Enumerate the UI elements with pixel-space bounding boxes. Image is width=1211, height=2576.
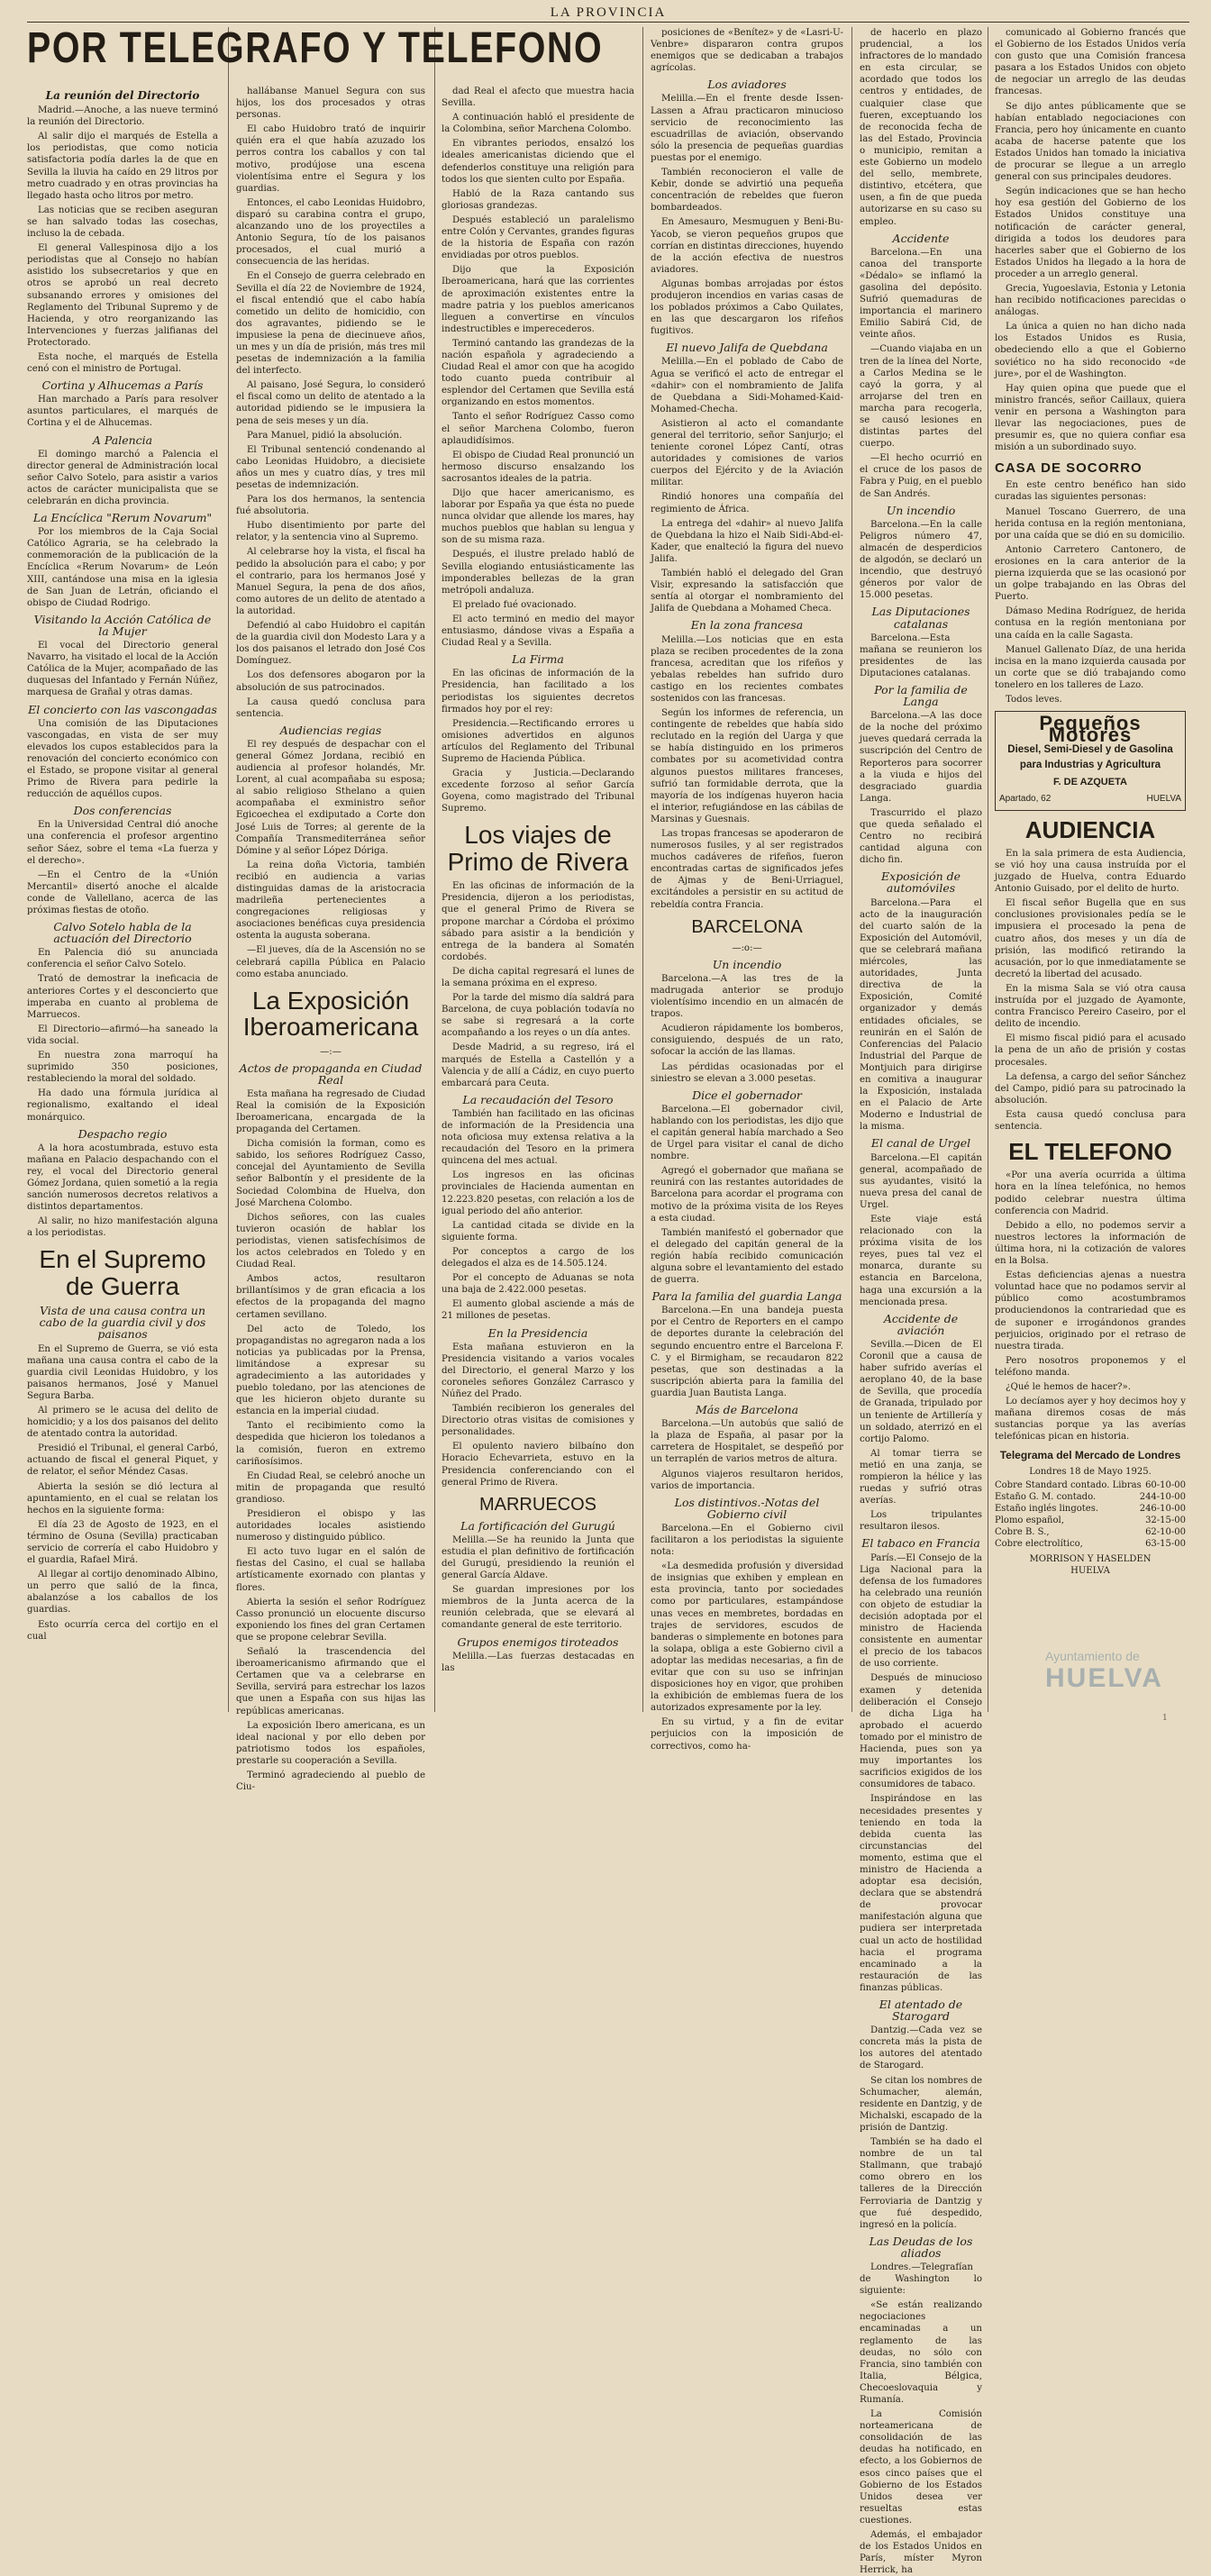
table-row: Plomo español, 32-15-00 [995, 1515, 1186, 1525]
paragraph: Entonces, el cabo Leonidas Huidobro, disparó su carabina contra el grupo, alcanzando uno de los proyectiles a Antonio Segura, tío de los paisanos procesados, el cual murió a consecuencia de las heridas. [236, 197, 425, 268]
headline: La Firma [512, 652, 564, 667]
paragraph: Dijo que la Exposición Iberoamericana, hará que las corrientes de aproximación existentes entre la madre patria y los pueblos americanos lleguen a convertirse en vínculos indestructibles e imperecederos. [442, 265, 634, 334]
paragraph: La reina doña Victoria, también recibió en audiencia a varias distinguidas damas de la aristocracia madrileña pertenecientes a congregaciones religiosas y asociaciones benéficas cuya presidencia ostenta la augusta soberana. [236, 860, 425, 942]
ad-address: Apartado, 62 [999, 793, 1052, 804]
paragraph: Al paisano, José Segura, lo consideró el fiscal como un delito de atentado a la autoridad pidiendo se le impusiera la pena de seis meses y un día. [236, 380, 425, 426]
headline: Vista de una causa contra un cabo de la guardia civil y dos paisanos [39, 1304, 206, 1342]
paragraph: Barcelona.—En una canoa del transporte «Dédalo» se inflamó la gasolina del depósito. Sufrió quemaduras de importancia el marinero Emilio Sabirá Cid, de veinte años. [860, 247, 982, 341]
paragraph: Abierta la sesión el señor Rodríguez Casso pronunció un elocuente discurso exponiendo los fines del gran Certamen que se propone celebrar Sevilla. [236, 1597, 425, 1643]
paragraph: Ambos actos, resultaron brillantísimos y de gran eficacia a los efectos de la propaganda del magno certamen sevillano. [236, 1274, 425, 1320]
paragraph: Para los dos hermanos, la sentencia fué absolutoria. [236, 495, 425, 517]
paragraph: Dichos señores, con las cuales tuvieron ocasión de hablar los periodistas, vienen satisfechísimos de los actos celebrados en Toledo y en Ciudad Real. [236, 1212, 425, 1270]
paragraph: Agregó el gobernador que mañana se reunirá con las restantes autoridades de Barcelona para acordar el programa con motivo de la próxima visita de los Reyes a esta ciudad. [651, 1166, 843, 1224]
paragraph: Los ingresos en las oficinas provinciales de Hacienda aumentan en 12.223.820 pesetas, con relación a los de igual periodo del año anterior. [442, 1170, 634, 1216]
paragraph: Londres.—Telegrafían de Washington lo siguiente: [860, 2262, 982, 2297]
paragraph: Barcelona.—Un autobús que salió de la plaza de España, al pasar por la carretera de Hospitalet, se despeñó por un terraplén de varios metros de altura. [651, 1419, 843, 1465]
paragraph: Del acto de Toledo, los propagandistas no agregaron nada a los noticias ya publicadas por la Prensa, limitándose a expresar su agradecimiento a las autoridades y pueblo toledano, por las atenciones de que les hicieron objeto durante su estancia en la imperial ciudad. [236, 1324, 425, 1417]
paragraph: Al salir dijo el marqués de Estella a los periodistas, que como noticia satisfactoria podía darles la de que en Sevilla la lluvia ha caído en 29 litros por metro cuadrado y en otras provincias ha llegado hasta ocho litros por metro. [27, 132, 218, 201]
paragraph: Inspirándose en las necesidades presentes y teniendo en toda la debida cuenta las circunstancias del momento, estima que el ministro de Hacienda a adoptar esa decisión, declara que se abstendrá de provocar manifestación alguna que pudiera ser interpretada cual un acto de hostilidad hacia el programa encaminado a la restauración de las finanzas públicas. [860, 1794, 982, 1993]
paragraph: Este viaje está relacionado con la próxima visita de los reyes, pues tal vez el monarca, durante su estancia en Barcelona, haga una excursión a la mencionada presa. [860, 1215, 982, 1307]
headline: Audiencias regias [279, 723, 382, 737]
paragraph: Barcelona.—El gobernador civil, hablando con los periodistas, les dijo que el capitán general había marchado a Seo de Urgel para visitar el canal de dicho nombre. [651, 1104, 843, 1162]
paragraph: La defensa, a cargo del señor Sánchez del Campo, pidió para su patrocinado la absolución. [995, 1071, 1186, 1106]
paragraph: Según indicaciones que se han hecho hoy esa gestión del Gobierno de los Estados Unidos constituye una notificación de carácter general, dirigida a todos los deudores para hacerles saber que el Gobierno de los Estados Unidos ha llegado a la hora de proceder a un arreglo general. [995, 187, 1186, 279]
paragraph: El día 23 de Agosto de 1923, en el término de Osuna (Sevilla) practicaban servicio de correría el cabo Huidobro y el guardia, Rafael Mirá. [27, 1519, 218, 1566]
ad-title: Pequeños Motores [1039, 712, 1142, 747]
headline: La fortificación del Gurugú [460, 1518, 615, 1533]
paragraph: Por la tarde del mismo día saldrá para Barcelona, de cuya población todavía no se sabe si regresará a la corte acompañando a los reyes o un día antes. [442, 993, 634, 1039]
paragraph: Barcelona.—En la calle Peligros número 47, almacén de desperdicios de algodón, se declaró un incendio, que destruyó géneros por valor de 15.000 pesetas. [860, 519, 982, 601]
paragraph: París.—El Consejo de la Liga Nacional para la defensa de los fumadores ha celebrado una reunión con objeto de estudiar la decisión adoptada por el ministro de Hacienda consistente en aumentar el precio de los tabacos de uso corriente. [860, 1552, 982, 1670]
section-title: AUDIENCIA [1024, 815, 1156, 843]
column-5 [860, 27, 982, 2576]
paragraph: Presidencia.—Rectificando errores u omisiones advertidos en algunos artículos del Reglamento del Tribunal Supremo de Hacienda Pública. [442, 718, 634, 764]
paragraph: Las noticias que se reciben aseguran se han salvado todas las cosechas, incluso la de cebada. [27, 205, 218, 240]
page-number: 1 [1162, 1714, 1168, 1723]
ad-line: para Industrias y Agricultura [1019, 760, 1161, 771]
paragraph: Después estableció un paralelismo entre Colón y Cervantes, grandes figuras de la historia de España con razón envidiadas por otros pueblos. [442, 214, 634, 261]
paragraph: Desde Madrid, a su regreso, irá el marqués de Estella a Castellón y a Valencia y de allí a Cádiz, en cuyo puerto embarcará para Ceuta. [442, 1042, 634, 1088]
paragraph: El domingo marchó a Palencia el director general de Administración local señor Calvo Sotelo, para asistir a varios actos de carácter municipalista que se celebrarán en dicha provincia. [27, 449, 218, 506]
headline: Dos conferencias [73, 804, 172, 818]
paragraph: Dicha comisión la forman, como es sabido, los señores Rodríguez Casso, concejal del Ayuntamiento de Sevilla señor Balbontín y el presidente de la Sociedad Colombina de Huelva, don José Marchena Colombo. [236, 1139, 425, 1208]
paragraph: Según los informes de referencia, un contingente de rebeldes que había sido reclutado en la región del Uarga y que se había distinguido en los primeros combates por su acometividad contra algunos puestos militares franceses, sufrió tan formidable derrota, que la mayoría de los indígenas huyeron hacia el interior, refugiándose en las cábilas de Marsinas y Guesnais. [651, 708, 843, 824]
paragraph: —En el Centro de la «Unión Mercantil» disertó anoche el alcalde conde de Vallellano, acerca de las próximas fiestas de otoño. [27, 869, 218, 915]
paragraph: En las oficinas de información de la Presidencia, dijeron a los periodistas, que el general Primo de Rivera se propone marchar a Córdoba el próximo sábado para asistir a la bendición y entrega de la bandera al Somatén cordobés. [442, 881, 634, 962]
paragraph: Antonio Carretero Cantonero, de erosiones en la cara anterior de la pierna izquierda que se las ocasionó por un golpe trabajando en las Obras del Puerto. [995, 544, 1186, 603]
paragraph: El prelado fué ovacionado. [452, 599, 577, 610]
headline: Actos de propaganda en Ciudad Real [239, 1060, 423, 1087]
paragraph: Se citan los nombres de Schumacher, alemán, residente en Dantzig, y de Michalski, escapado de la prisión de Dantzig. [860, 2075, 982, 2133]
paragraph: El Directorio—afirmó—ha saneado la vida social. [27, 1024, 218, 1046]
headline: Accidente [892, 231, 950, 245]
headline: Los aviadores [707, 77, 787, 92]
column-2 [236, 86, 425, 1793]
section-title: BARCELONA [691, 916, 803, 937]
paragraph: También recibieron los generales del Directorio otras visitas de comisiones y personalidades. [442, 1404, 634, 1438]
headline: Las Diputaciones catalanas [871, 605, 970, 631]
paragraph: Esta noche, el marqués de Estella cenó con el ministro de Portugal. [27, 351, 218, 375]
paragraph: Lo decíamos ayer y hoy decimos hoy y mañana diremos cosas de más sustancias porque ya las averías telefónicas pican en historia. [995, 1397, 1186, 1443]
paragraph: Al celebrarse hoy la vista, el fiscal ha pedido la absolución para el cabo; y por el contrario, para los hermanos José y Manuel Segura, la pena de dos años, como autores de un delito de atentado a la autoridad. [236, 547, 425, 616]
separator: —:o:— [732, 942, 762, 953]
paragraph: Esta mañana ha regresado de Ciudad Real la comisión de la Exposición Iberoamericana, encargada de la propaganda del Certamen. [236, 1088, 425, 1135]
paragraph: El acto terminó en medio del mayor entusiasmo, dándose vivas a España a Ciudad Real y a Sevilla. [442, 614, 634, 649]
paragraph: —El jueves, día de la Ascensión no se celebrará capilla Pública en Palacio como estaba anunciado. [236, 945, 425, 979]
headline: Las Deudas de los aliados [869, 2234, 973, 2260]
headline: Un incendio [886, 503, 956, 517]
paragraph: Esta causa quedó conclusa para sentencia. [995, 1109, 1186, 1132]
paragraph: Los dos defensores abogaron por la absolución de sus patrocinados. [236, 670, 425, 693]
paragraph: Barcelona.—Para el acto de la inauguración del cuarto salón de la Exposición del Automóvil, que se celebrará mañana miércoles, las autoridades, Junta directiva de la Exposición, Comité organizador y demás entidades oficiales, se reunirán en el Salón de Conferencias del Palacio Industrial del Parque de Montjuich para dirigirse en comitiva a inaugurar la Exposición, instalada en el Palacio de Arte Moderno e Industrial de la misma. [860, 897, 982, 1133]
paragraph: Melilla.—Las fuerzas destacadas en las [442, 1651, 634, 1673]
headline: El atentado de Starogard [879, 1998, 963, 2024]
paragraph: Algunos viajeros resultaron heridos, varios de importancia. [651, 1469, 843, 1491]
section-title: EL TELEFONO [1008, 1138, 1172, 1166]
headline: Los distintivos.-Notas del Gobierno civil [674, 1495, 820, 1521]
paragraph: Las pérdidas ocasionadas por el siniestro se elevan a 3.000 pesetas. [651, 1061, 843, 1084]
paragraph: Al llegar al cortijo denominado Albino, un perro que salió de la finca, abalanzóse a los caballos de los guardias. [27, 1570, 218, 1616]
headline: Accidente de aviación [883, 1311, 959, 1337]
paragraph: Manuel Gallenato Díaz, de una herida incisa en la mano izquierda causada por un corte que se dió trabajando como tonelero en los talleres de Lazo. [995, 644, 1186, 690]
paragraph: Debido a ello, no podemos servir a nuestros lectores la información de última hora, ni la cotización de valores en la Bolsa. [995, 1220, 1186, 1267]
headline: Un incendio [712, 957, 782, 971]
paragraph: Terminó agradeciendo al pueblo de Ciu- [236, 1770, 425, 1793]
table-row: Cobre B. S., 62-10-00 [995, 1527, 1186, 1537]
headline: Por la familia de Langa [874, 682, 968, 709]
table-row: Cobre electrolítico, 63-15-00 [995, 1539, 1186, 1550]
paragraph: dad Real el afecto que muestra hacia Sevilla. [442, 86, 634, 109]
paragraph: La exposición Ibero americana, es un ideal nacional y por ello deben por patriotismo todos los españoles, prestarle su cooperación a Sevilla. [236, 1720, 425, 1766]
headline: A Palencia [92, 432, 153, 447]
headline: En la Presidencia [487, 1325, 588, 1340]
paragraph: Dámaso Medina Rodríguez, de herida contusa en la región mentoniana por una caída en la calle Sagasta. [995, 606, 1186, 641]
paragraph: El opulento naviero bilbaíno don Horacio Echevarrieta, estuvo en la Presidencia conferenciando con el general Primo de Rivera. [442, 1442, 634, 1488]
paragraph: Abierta la sesión se dió lectura al apuntamiento, en el cual se relatan los hechos en la siguiente forma: [27, 1481, 218, 1516]
section-title: Telegrama del Mercado de Londres [999, 1449, 1181, 1462]
paragraph: hallábanse Manuel Segura con sus hijos, los dos procesados y otras personas. [236, 86, 425, 121]
headline: Cortina y Alhucemas a París [41, 378, 204, 393]
paragraph: Pero nosotros proponemos y el teléfono manda. [995, 1355, 1186, 1378]
paragraph: A la hora acostumbrada, estuvo esta mañana en Palacio despachando con el rey, el vocal del Directorio general Gómez Jordana, quien sometió a la regia sanción numerosos decretos relativos a distintos departamentos. [27, 1142, 218, 1213]
paragraph: Madrid.—Anoche, a las nueve terminó la reunión del Directorio. [27, 105, 218, 128]
paragraph: Barcelona.—A las tres de la madrugada anterior se produjo violentísimo incendio en un almacén de trapos. [651, 973, 843, 1020]
paragraph: Barcelona.—En el Gobierno civil facilitaron a los periodistas la siguiente nota: [651, 1523, 843, 1558]
headline: En la zona francesa [690, 618, 804, 633]
paragraph: También han facilitado en las oficinas de información de la Presidencia una nota oficiosa muy extensa relativa a la recaudación del Tesoro en la primera quincena del mes actual. [442, 1108, 634, 1167]
headline: Visitando la Acción Católica de la Mujer [33, 612, 212, 638]
masthead: POR TELEGRAFO Y TELEFONO [27, 24, 604, 72]
paragraph: Melilla.—En el poblado de Cabo de Agua se verificó el acto de entregar el «dahir» con el nombramiento de Jalifa de Quebdana a Sidi-Mohamed-Kaid-Mohamed-Checha. [651, 357, 843, 414]
paragraph: Habló de la Raza cantando sus gloriosas grandezas. [442, 188, 634, 211]
paragraph: Trató de demostrar la ineficacia de anteriores Cortes y el desconcierto que imperaba en cuanto al problema de Marruecos. [27, 974, 218, 1020]
paragraph: En la misma Sala se vió otra causa instruída por el juzgado de Ayamonte, contra Francisco Pereiro Caseiro, por el delito de incendio. [995, 983, 1186, 1030]
telegram-date: Londres 18 de Mayo 1925. [1029, 1466, 1152, 1477]
paragraph: Presidieron el obispo y las autoridades locales asistiendo numeroso y distinguido público. [236, 1509, 425, 1543]
paragraph: Después, el ilustre prelado habló de Sevilla elogiando entusiásticamente las imponderables bellezas de la gran metrópoli andaluza. [442, 550, 634, 596]
paragraph: El Tribunal sentenció condenando al cabo Leonidas Huidobro, a diecisiete años un mes y cuatro días, y tres mil pesetas de indemnización. [236, 444, 425, 490]
paragraph: En el Supremo de Guerra, se vió esta mañana una causa contra el cabo de la guardia civil Leonidas Huidobro, y los paisanos hermanos, José y Manuel Segura Barba. [27, 1343, 218, 1401]
paragraph: Señaló la trascendencia del iberoamericanismo afirmando que el Certamen que va a celebrarse en Sevilla, servirá para estrechar los lazos que unen a España con sus hijas las repúblicas americanas. [236, 1647, 425, 1716]
paragraph: Acudieron rápidamente los bomberos, consiguiendo, después de un rato, sofocar la acción de las llamas. [651, 1024, 843, 1058]
advertisement [995, 711, 1186, 811]
stamp-line: Ayuntamiento de [1045, 1649, 1140, 1663]
paragraph: Manuel Toscano Guerrero, de una herida contusa en la región mentoniana, por una caída que se dió en su domicilio. [995, 506, 1186, 541]
table-row: Cobre Standard contado. Libras 60-10-00 [995, 1479, 1186, 1490]
paragraph: En vibrantes periodos, ensalzó los ideales americanistas diciendo que el defenderlos constituye una religión para todos los que sienten culto por España. [442, 139, 634, 185]
headline: Exposición de automóviles [880, 869, 961, 896]
paragraph: Esto ocurría cerca del cortijo en el cual [27, 1619, 218, 1642]
paragraph: Han marchado a París para resolver asuntos particulares, el marqués de Cortina y el de Alhucemas. [27, 395, 218, 429]
paragraph: El rey después de despachar con el general Gómez Jordana, recibió en audiencia al profesor holandés, Mr. Lorent, al cual acompañaba su esposa; al sabio religioso Sthelano a quien acompañaba el exministro señor Egicoechea el exdiputado a Corte don José Luis de Torres; al gerente de la Compañía Transmediterránea señor Dómine y al señor López Dóriga. [236, 739, 425, 856]
paragraph: La causa quedó conclusa para sentencia. [236, 696, 425, 719]
section-title: MARRUECOS [478, 1494, 596, 1515]
paragraph: En su virtud, y a fin de evitar perjuicios con la imposición de correctivos, como ha- [651, 1717, 843, 1752]
paragraph: El cabo Huidobro trató de inquirir quién era el que había azuzado los perros contra los caballos y con tal motivo, prodújose una escena violentísima entre el Segura y los guardias. [236, 124, 425, 194]
paragraph: ¿Qué le hemos de hacer?». [1006, 1381, 1131, 1392]
paragraph: Tanto el señor Rodríguez Casso como el señor Marchena Colombo, fueron aplaudidísimos. [442, 412, 634, 446]
paragraph: La única a quien no han dicho nada los Estados Unidos es Rusia, obedeciendo ello a que el Gobierno soviético no ha sido reconocido «de jure», por el de Washington. [995, 322, 1186, 379]
paragraph: «Se están realizando negociaciones encaminadas a un reglamento de las deudas, no sólo con Francia, sino también con Italia, Bélgica, Checoeslovaquia y Rumanía. [860, 2300, 982, 2405]
headline: El tabaco en Francia [861, 1536, 980, 1551]
paragraph: Hay quien opina que puede que el ministro francés, señor Caillaux, quiera venir en persona a Washington para llevar las negociaciones, pues de presumir es, que no quiera confiar esa misión a un subordinado suyo. [995, 383, 1186, 453]
stamp-line: HUELVA [1045, 1663, 1163, 1693]
ad-name: F. DE AZQUETA [1053, 777, 1127, 788]
market-telegram [995, 1466, 1186, 1578]
paragraph: El vocal del Directorio general Navarro, ha visitado el local de la Acción Católica de la Mujer, acompañado de las duquesas del Infantado y Fernán Núñez, marquesa de Grañal y otras damas. [27, 641, 218, 698]
headline: Grupos enemigos tiroteados [457, 1634, 619, 1649]
paragraph: De dicha capital regresará el lunes de la semana próxima en el expreso. [442, 966, 634, 988]
paragraph: Melilla.—En el frente desde Issen-Lassen a Afrau practicaron minucioso servicio de reconocimiento las escuadrillas de aviación, observando sólo la presencia de pequeñas guardias puestas por el enemigo. [651, 94, 843, 163]
section-title: La Exposición Iberoamericana [242, 986, 419, 1042]
paragraph: El acto tuvo lugar en el salón de fiestas del Casino, el cual se hallaba artísticamente exornado con plantas y flores. [236, 1547, 425, 1593]
section-title: En el Supremo de Guerra [39, 1245, 206, 1300]
paragraph: —Cuando viajaba en un tren de la línea del Norte, a Carlos Medina se le cayó la gorra, y al arrojarse del tren en marcha para recogerla, se causó lesiones en distintas partes del cuerpo. [860, 344, 982, 450]
paragraph: Estas deficiencias ajenas a nuestra voluntad hace que no podamos servir al público como acostumbramos produciendonos la contrariedad que es de suponer e irrogándonos grandes perjuicios, originado por el retraso de nuestra tirada. [995, 1270, 1186, 1352]
paragraph: En Amesauro, Mesmuguen y Beni-Bu-Yacob, se vieron pequeños grupos que corrían en distintas direcciones, huyendo de la acción efectiva de nuestros aviadores. [651, 217, 843, 275]
paragraph: El fiscal señor Bugella que en sus conclusiones provisionales pedía se le impusiera el procesado la pena de cuatro años, dos meses y un día de prisión, las modificó retirando la acusación, por lo que inmediatamente se decretó la libertad del acusado. [995, 898, 1186, 979]
paragraph: Todos leves. [1006, 694, 1062, 705]
paragraph: En la Universidad Central dió anoche una conferencia el profesor argentino señor Sáez, sobre el tema «La fuerza y el derecho». [27, 820, 218, 866]
paragraph: Hubo disentimiento por parte del relator, y la sentencia vino al Supremo. [236, 521, 425, 543]
paragraph: Asistieron al acto el comandante general del territorio, señor Sanjurjo; el teniente coronel López Cantí, otras autoridades y comisiones de varios cuerpos del Ejército y de la Aviación militar. [651, 418, 843, 488]
paragraph: Una comisión de las Diputaciones vascongadas, en vista de ser muy elevados los cupos establecidos para la renovación del concierto económico con el Estado, se propone visitar al general Primo de Rivera para pedirle la reducción de aquéllos cupos. [27, 718, 218, 800]
paragraph: En este centro benéfico han sido curadas las siguientes personas: [995, 480, 1186, 503]
paragraph: Los tripulantes resultaron ilesos. [860, 1510, 982, 1533]
paragraph: Por los miembros de la Caja Social Católico Agraria, se ha celebrado la conmemoración de la publicación de la Encíclica «Rerum Novarum» de León XIII, cantándose una misa en la iglesia de San Juan de Letrán, oficiando el obispo de Ciudad Rodrigo. [27, 527, 218, 608]
paragraph: En nuestra zona marroquí ha suprimido 350 posiciones, restableciendo la moral del soldado. [27, 1051, 218, 1085]
paragraph: Barcelona.—El capitán general, acompañado de sus ayudantes, visitó la nueva presa del canal de Urgel. [860, 1152, 982, 1210]
paragraph: Algunas bombas arrojadas por éstos produjeron incendios en varias casas de los poblados próximos a Cabo Quilates, en las que descargaron los rifeños fugitivos. [651, 278, 843, 337]
table-row: Estaño inglés lingotes. 246-10-00 [995, 1503, 1186, 1514]
column-rule [851, 27, 852, 1712]
paragraph: Presidió el Tribunal, el general Carbó, actuando de fiscal el general Piquet, y de relator, el señor Méndez Casas. [27, 1443, 218, 1478]
paragraph: de hacerlo en plazo prudencial, a los infractores de lo mandado en esta circular, se acordado que todos los centros y entidades, de cualquier clase que fueren, exceptuando los de reconocida fecha de las del Estado, Provincia o municipio, remitan a este Gobierno un modelo del sello, membrete, distintivo, etcétera, que usen, a fin de que pueda autorizarse en su caso su empleo. [860, 28, 982, 227]
headline: El nuevo Jalifa de Quebdana [666, 341, 828, 355]
paragraph: Por conceptos a cargo de los delegados el alza es de 14.505.124. [442, 1246, 634, 1270]
headline: El concierto con las vascongadas [28, 702, 217, 716]
paragraph: Rindió honores una compañía del regimiento de África. [651, 492, 843, 514]
headline: El canal de Urgel [870, 1136, 971, 1151]
headline: Calvo Sotelo habla de la actuación del Directorio [53, 920, 192, 946]
column-rule [228, 27, 229, 1712]
paragraph: Gracia y Justicia.—Declarando excedente forzoso al señor García Goyena, como magistrado del Tribunal Supremo. [442, 769, 634, 815]
paragraph: El obispo de Ciudad Real pronunció un hermoso discurso ensalzando los sacrosantos ideales de la patria. [442, 450, 634, 484]
running-head: LA PROVINCIA [27, 5, 1189, 23]
paragraph: Defendió al cabo Huidobro el capitán de la guardia civil don Modesto Lara y a los dos paisanos el letrado don José Cos Domínguez. [236, 621, 425, 667]
paragraph: Por el concepto de Aduanas se nota una baja de 2.422.000 pesetas. [442, 1273, 634, 1296]
paragraph: En las oficinas de información de la Presidencia, han facilitado a los periodistas los siguientes decretos firmados hoy por el rey: [442, 669, 634, 715]
column-4 [651, 27, 843, 1752]
paragraph: —El hecho ocurrió en el cruce de los pasos de Fabra y Puig, en el pueblo de San Andrés. [860, 453, 982, 499]
paragraph: posiciones de «Benítez» y de «Lasri-U-Venbre» dispararon contra grupos enemigos que se dedicaban a trabajos agrícolas. [651, 28, 843, 74]
paragraph: También habló el delegado del Gran Visir, expresando la satisfacción que sentía al otorgar el nombramiento del Jalifa de Quebdana a Mohamed Checa. [651, 569, 843, 614]
ad-line: Diesel, Semi-Diesel y de Gasolina [1007, 744, 1173, 756]
paragraph: Barcelona.—En una bandeja puesta por el Centro de Reporters en el campo de deportes durante la celebración del segundo encuentro entre el Barcelona F. C. y el Birmigham, se recaudaron 822 pesetas, que son destinadas a la suscripción abierta para la familia del guardia Juan Bautista Langa. [651, 1306, 843, 1398]
paragraph: Además, el embajador de los Estados Unidos en París, míster Myron Herrick, ha [860, 2530, 982, 2576]
column-3 [442, 86, 634, 1770]
paragraph: Se guardan impresiones por los miembros de la Junta acerca de la reunión celebrada, que se elevará al comandante general de este territorio. [442, 1585, 634, 1631]
column-rule [642, 27, 643, 1712]
paragraph: En la sala primera de esta Audiencia, se vió hoy una causa instruída por el juzgado de Huelva, contra Eduardo Antonio Guisado, por el delito de hurto. [995, 848, 1186, 895]
paragraph: Después de minucioso examen y detenida deliberación el Consejo de dicha Liga ha aprobado el acuerdo tomado por el ministro de Hacienda, pues son ya muy importantes los sacrificios exigidos de los consumidores de tabaco. [860, 1673, 982, 1790]
paragraph: También se ha dado el nombre de un tal Stallmann, que trabajó como obrero en los talleres de la Dirección Ferroviaria de Dantzig y que fué despedido, ingresó en la policía. [860, 2137, 982, 2230]
paragraph: Barcelona.—A las doce de la noche del próximo jueves quedará cerrada la suscripción del Centro de Reporteros para socorrer a la viuda e hijos del desgraciado guardia Langa. [860, 711, 982, 804]
paragraph: La Comisión norteamericana de consolidación de las deudas ha notificado, en efecto, a los Gobiernos de esos cinco países que el Gobierno de los Estados Unidos desea ver resueltas estas cuestiones. [860, 2409, 982, 2526]
paragraph: El mismo fiscal pidió para el acusado la pena de un año de prisión y costas procesales. [995, 1033, 1186, 1068]
headline: Para la familia del guardia Langa [651, 1289, 842, 1304]
ad-city: HUELVA [1146, 793, 1181, 804]
paragraph: Grecia, Yugoeslavia, Estonia y Letonia han recibido notificaciones parecidas o análogas. [995, 283, 1186, 318]
headline: La Encíclica "Rerum Novarum" [32, 511, 213, 525]
paragraph: comunicado al Gobierno francés que el Gobierno de los Estados Unidos vería con gusto que una Comisión francesa pasara a los Estados Unidos con objeto de negociar un arreglo de las deudas francesas. [995, 28, 1186, 97]
paragraph: «Por una avería ocurrida a última hora en la línea telefónica, no hemos podido celebrar nuestra última conferencia con Madrid. [995, 1170, 1186, 1216]
paragraph: Terminó cantando las grandezas de la nación española y agradeciendo a Ciudad Real el amor con que ha acogido todo cuanto pueda contribuir al esplendor del Certamen que Sevilla está organizando en estos momentos. [442, 338, 634, 408]
paragraph: Ha dado una fórmula jurídica al regionalismo, exaltando el ideal monárquico. [27, 1088, 218, 1123]
column-6 [995, 27, 1186, 1712]
archive-stamp [1045, 1649, 1198, 1712]
paragraph: Al primero se le acusa del delito de homicidio; y a los dos paisanos del delito de atentado contra la autoridad. [27, 1405, 218, 1440]
paragraph: En Ciudad Real, se celebró anoche un mitin de propaganda que resultó grandioso. [236, 1470, 425, 1505]
paragraph: Barcelona.—Esta mañana se reunieron los presidentes de las Diputaciones catalanas. [860, 633, 982, 678]
telegram-city: HUELVA [1070, 1566, 1110, 1577]
paragraph: A continuación habló el presidente de la Colombina, señor Marchena Colombo. [442, 113, 634, 135]
paragraph: Sevilla.—Dicen de El Coronil que a causa de haber sufrido averías el aeroplano 40, de la base de Sevilla, que procedía de Granada, tripulado por un teniente de Artillería y un soldado, aterrizó en el cortijo Palomo. [860, 1339, 982, 1444]
paragraph: Tanto el recibimiento como la despedida que hicieron los toledanos a la comisión, fueron en extremo cariñosísimos. [236, 1421, 425, 1467]
table-row: Estaño G. M. contado. 244-10-00 [995, 1491, 1186, 1502]
headline: La reunión del Directorio [45, 89, 200, 102]
paragraph: La entrega del «dahir» al nuevo Jalifa de Quebdana la hizo el Naib Sidi-Abd-el-Kader, que enalteció la figura del nuevo Jalifa. [651, 518, 843, 564]
headline: Dice el gobernador [692, 1088, 802, 1102]
paragraph: Al salir, no hizo manifestación alguna a los periodistas. [27, 1216, 218, 1239]
paragraph: En el Consejo de guerra celebrado en Sevilla el día 22 de Noviembre de 1924, el fiscal entendió que el cabo había cometido un delito de homicidio, con dos agravantes, pidiendo se le impusiese la pena de diecinueve años, un mes y un día de prisión, más tres mil pesetas de indemnización a la familia del interfecto. [236, 271, 425, 377]
paragraph: En Palencia dió su anunciada conferencia el señor Calvo Sotelo. [27, 948, 218, 970]
column-1 [27, 86, 218, 1770]
paragraph: También manifestó el gobernador que el delegado del capitán general de la región había recibido comunicación alguna sobre el levantamiento del estado de guerra. [651, 1227, 843, 1286]
paragraph: La cantidad citada se divide en la siguiente forma. [442, 1220, 634, 1242]
section-title: CASA DE SOCORRO [995, 460, 1143, 477]
column-rule [434, 27, 435, 1712]
paragraph: Dantzig.—Cada vez se concreta más la pista de los autores del atentado de Starogard. [860, 2025, 982, 2071]
paragraph: Melilla.—Los noticias que en esta plaza se reciben procedentes de la zona francesa, acreditan que los rifeños y yebalas rebeldes han sufrido duro castigo en los recientes combates sostenidos con las francesas. [651, 634, 843, 704]
telegram-firm: MORRISON Y HASELDEN [1029, 1554, 1152, 1565]
headline: Despacho regio [77, 1126, 168, 1141]
section-title: Los viajes de Primo de Rivera [447, 821, 629, 876]
paragraph: Al tomar tierra se metió en una zanja, se rompieron la hélice y las ruedas y sufrió otras averías. [860, 1448, 982, 1506]
paragraph: Dijo que hacer americanismo, es laborar por España ya que ésta no puede nunca olvidar que allende los mares, hay muchos pueblos que hablan su lengua y son de su misma raza. [442, 488, 634, 546]
headline: Más de Barcelona [695, 1403, 799, 1417]
separator: —:— [320, 1046, 341, 1057]
paragraph: El general Vallespinosa dijo a los periodistas que al Consejo no habían asistido los subsecretarios y que en otros se aprobó un real decreto subsanando errores y omisiones del Reglamento del Tribunal Supremo y de Hacienda, y otro reorganizando las Intervenciones y fuerzas jalifianas del Protectorado. [27, 243, 218, 348]
paragraph: Esta mañana estuvieron en la Presidencia visitando a varios vocales del Directorio, el general Marzo y los coroneles señores González Carrasco y Núñez del Prado. [442, 1342, 634, 1399]
headline: La recaudación del Tesoro [462, 1092, 614, 1106]
paragraph: Trascurrido el plazo que queda señalado el Centro no recibirá cantidad alguna con dicho fin. [860, 807, 982, 866]
paragraph: Se dijo antes públicamente que se habían entablado negociaciones con Francia, pero hoy únicamente en cuanto acaba de hacerse patente que los Estados Unidos han tomado la iniciativa de procurar se llegue a un arreglo general con sus principales deudores. [995, 101, 1186, 183]
paragraph: El aumento global asciende a más de 21 millones de pesetas. [442, 1299, 634, 1322]
paragraph: También reconocieron el valle de Kebir, donde se advirtió una pequeña concentración de rebeldes que fueron bombardeados. [651, 168, 843, 214]
paragraph: «La desmedida profusión y diversidad de insignias que exhiben y emplean en esta provincia, tanto por sociedades como por particulares, estampándose unas veces en membretes, bordadas en trajes de servidores, escudos de banderas o simplemente en botones para la solapa, obliga a este Gobierno civil a adoptar las medidas necesarias, a fin de evitar que con su uso se infrinjan disposiciones hoy en vigor, que prohiben la exhibición de emblemas fuera de los autorizados expresamente por la ley. [651, 1561, 843, 1714]
paragraph: Para Manuel, pidió la absolución. [247, 430, 403, 441]
paragraph: Melilla.—Se ha reunido la Junta que estudia el plan definitivo de fortificación del Gurugú, presidiendo la reunión el general García Aldave. [442, 1534, 634, 1581]
paragraph: Las tropas francesas se apoderaron de numerosos fusiles, y al ser registrados muchos cadáveres de rifeños, fueron encontradas cartas de significados jefes de Ajmas y de Beni-Urriaguel, excitándoles a persistir en su actitud de rebeldía contra Francia. [651, 829, 843, 910]
